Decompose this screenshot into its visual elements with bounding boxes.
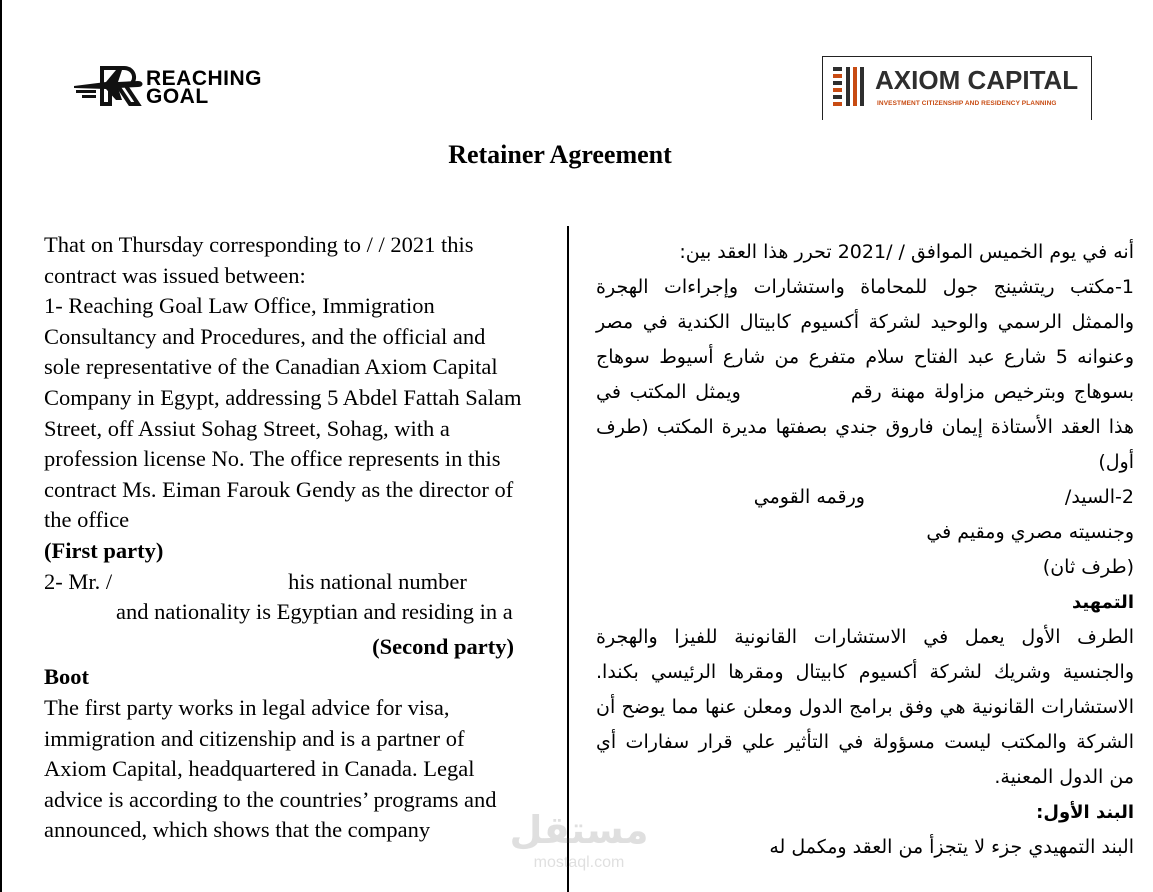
ar-clause1-heading: البند الأول: [1036,802,1134,823]
ar-paragraph-first-party [596,270,1134,480]
reaching-goal-line2: GOAL [146,85,209,108]
en-second-party-label: (Second party) [372,633,514,659]
left-border-line [0,0,2,892]
ar-first-party-rep: ويمثل المكتب في هذا العقد الأستاذة إيمان فاروق جندي بصفتها مديرة المكتب (طرف أول) [596,381,1134,473]
ar-mr-label: 2-السيد/ [1064,486,1134,508]
document-title: Retainer Agreement [448,140,672,169]
mostaql-watermark [504,808,654,878]
reaching-goal-logo [72,64,302,108]
axiom-bars-icon [833,67,869,111]
ar-clause1-text: البند التمهيدي جزء لا يتجزأ من العقد ومكمل له [769,836,1134,858]
en-paragraph-first-party: 1- Reaching Goal Law Office, Immigration Consultancy and Procedures, and the official and sole representative of the Canadian Axiom Capital Company in Egypt, addressing 5 Abdel Fattah Salam Street, off Assiut Sohag Street, Sohag, with a profession license No. The office represents in this contract Ms. Eiman Farouk Gendy as the director of the office [44,293,522,533]
en-mr-label: 2- Mr. / [44,568,113,594]
en-boot-heading: Boot [44,664,89,690]
en-boot-text: The first party works in legal advice for visa, immigration and citizenship and is a partner of Axiom Capital, headquartered in Canada. Legal advice is according to the countries’ programs and announced, which shows that the company [44,694,497,843]
ar-nationality: وجنسيته مصري ومقيم في [926,521,1134,543]
ar-paragraph-date: أنه في يوم الخميس الموافق / /2021 تحرر هذا العقد بين: [679,241,1134,263]
reaching-goal-line1: REACHING [146,67,263,90]
ar-preamble-text: الطرف الأول يعمل في الاستشارات القانونية للفيزا والهجرة والجنسية وشريك لشركة أكسيوم كابيتال ومقرها الرئيسي بكندا. الاستشارات القانونية هي وفق برامج الدول ومعلن عنها مما يوضح أن الشركة والمكتب ليست مسؤولة في التأثير علي قرار سفارات أي من الدول المعنية. [596,626,1134,788]
ar-national-number: ورقمه القومي [753,486,865,508]
ar-first-party-text: 1-مكتب ريتشينج جول للمحاماة واستشارات وإجراءات الهجرة والممثل الرسمي والوحيد لشركة أكسيوم كابيتال الكندية في مصر وعنوانه 5 شارع عبد الفتاح سلام متفرع من شارع أسيوط سوهاج بسوهاج وبترخيص مزاولة مهنة رقم [596,276,1134,403]
axiom-tagline: INVESTMENT CITIZENSHIP AND RESIDENCY PLANNING [877,100,1057,107]
en-paragraph-date: That on Thursday corresponding to / / 2021 this contract was issued between: [44,232,474,288]
watermark-word: مستقل [509,808,649,852]
en-nationality: and nationality is Egyptian and residing in a [116,599,513,625]
english-column [44,230,522,846]
reaching-goal-plane-icon [72,64,146,108]
column-divider [567,226,569,892]
en-national-number: his national number [288,568,467,594]
axiom-name: AXIOM CAPITAL [875,65,1079,95]
arabic-column [596,235,1134,865]
ar-paragraph-second-party [596,480,1134,515]
watermark-url: mostaql.com [533,854,625,871]
en-first-party-label: (First party) [44,537,164,563]
axiom-capital-logo [822,56,1092,120]
ar-second-party-label: (طرف ثان) [1042,556,1134,578]
ar-preamble-heading: التمهيد [1072,592,1134,613]
en-paragraph-second-party [44,567,522,628]
